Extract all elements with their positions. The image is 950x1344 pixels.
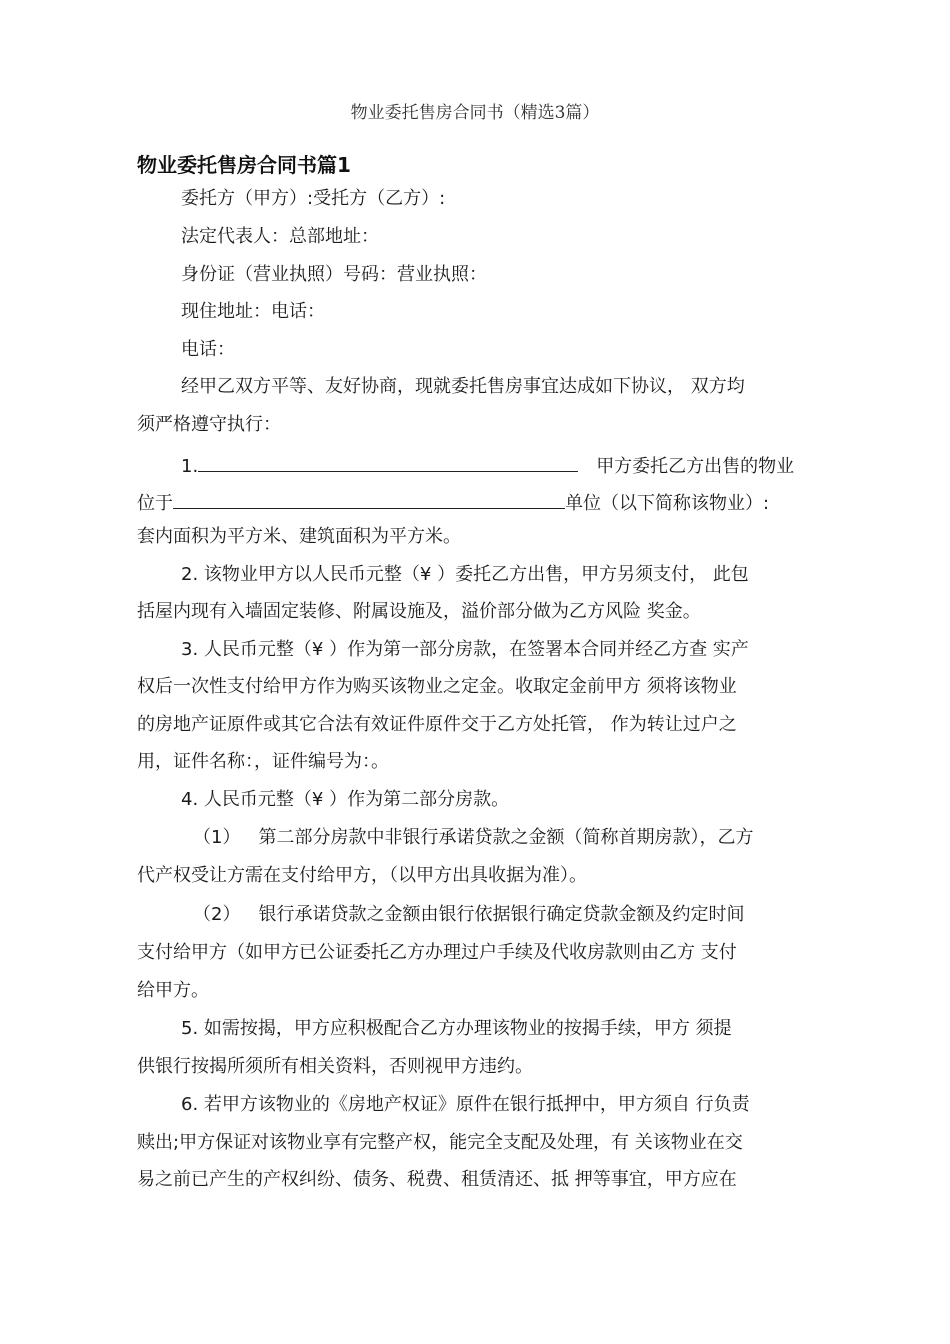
clause-text: 甲方委托乙方出售的物业 (596, 456, 795, 477)
paragraph-line: 易之前已产生的产权纠纷、债务、税费、租赁清还、抵 押等事宜，甲方应在 (137, 1169, 737, 1190)
paragraph-line: 套内面积为平方米、建筑面积为平方米。 (137, 526, 461, 547)
paragraph-line: 法定代表人：总部地址： (181, 226, 379, 247)
paragraph-line: 经甲乙双方平等、友好协商，现就委托售房事宜达成如下协议， 双方均 (181, 376, 745, 397)
sub-clause-number: （1） (193, 827, 241, 848)
sub-clause-line (193, 826, 883, 850)
paragraph-line: 赎出;甲方保证对该物业享有完整产权，能完全支配及处理，有 关该物业在交 (137, 1132, 743, 1153)
paragraph-line: 现住地址：电话： (181, 301, 325, 322)
paragraph-line: 供银行按揭所须所有相关资料，否则视甲方违约。 (137, 1056, 533, 1077)
clause-1-line (181, 451, 871, 479)
paragraph-line: 给甲方。 (137, 980, 209, 1001)
section-heading: 物业委托售房合同书篇1 (137, 153, 351, 177)
clause-1-line (137, 488, 827, 516)
paragraph-line: 5. 如需按揭，甲方应积极配合乙方办理该物业的按揭手续，甲方 须提 (181, 1018, 732, 1039)
paragraph-line: 身份证（营业执照）号码：营业执照： (181, 264, 487, 285)
paragraph-line: 3. 人民币元整（¥ ）作为第一部分房款，在签署本合同并经乙方查 实产 (181, 639, 749, 660)
paragraph-line: 括屋内现有入墙固定装修、附属设施及，溢价部分做为乙方风险 奖金。 (137, 601, 701, 622)
paragraph-line: 2. 该物业甲方以人民币元整（¥ ）委托乙方出售，甲方另须支付， 此包 (181, 564, 749, 585)
document-title: 物业委托售房合同书（精选3篇） (350, 103, 600, 123)
paragraph-line: 4. 人民币元整（¥ ）作为第二部分房款。 (181, 789, 510, 810)
paragraph-line: 电话： (181, 339, 235, 360)
sub-clause-text: 银行承诺贷款之金额由银行依据银行确定贷款金额及约定时间 (258, 904, 745, 925)
sub-clause-line (193, 903, 883, 927)
sub-clause-text: 第二部分房款中非银行承诺贷款之金额（简称首期房款），乙方 (258, 827, 754, 848)
paragraph-line: 的房地产证原件或其它合法有效证件原件交于乙方处托管， 作为转让过户之 (137, 714, 737, 735)
paragraph-line: 代产权受让方需在支付给甲方，（以甲方出具收据为准）。 (137, 865, 587, 886)
paragraph-line: 6. 若甲方该物业的《房地产权证》原件在银行抵押中，甲方须自 行负责 (181, 1094, 750, 1115)
fill-in-blank (173, 488, 565, 509)
clause-number: 1. (181, 456, 199, 477)
paragraph-line: 权后一次性支付给甲方作为购买该物业之定金。收取定金前甲方 须将该物业 (137, 676, 737, 697)
fill-in-blank (198, 451, 578, 472)
paragraph-line: 委托方（甲方）:受托方（乙方）: (181, 188, 446, 209)
clause-text: 单位（以下简称该物业）: (565, 493, 770, 514)
paragraph-line: 支付给甲方（如甲方已公证委托乙方办理过户手续及代收房款则由乙方 支付 (137, 942, 737, 963)
paragraph-line: 用，证件名称：，证件编号为：。 (137, 751, 389, 772)
sub-clause-number: （2） (193, 904, 241, 925)
clause-text: 位于 (137, 493, 173, 514)
paragraph-line: 须严格遵守执行： (137, 414, 281, 435)
